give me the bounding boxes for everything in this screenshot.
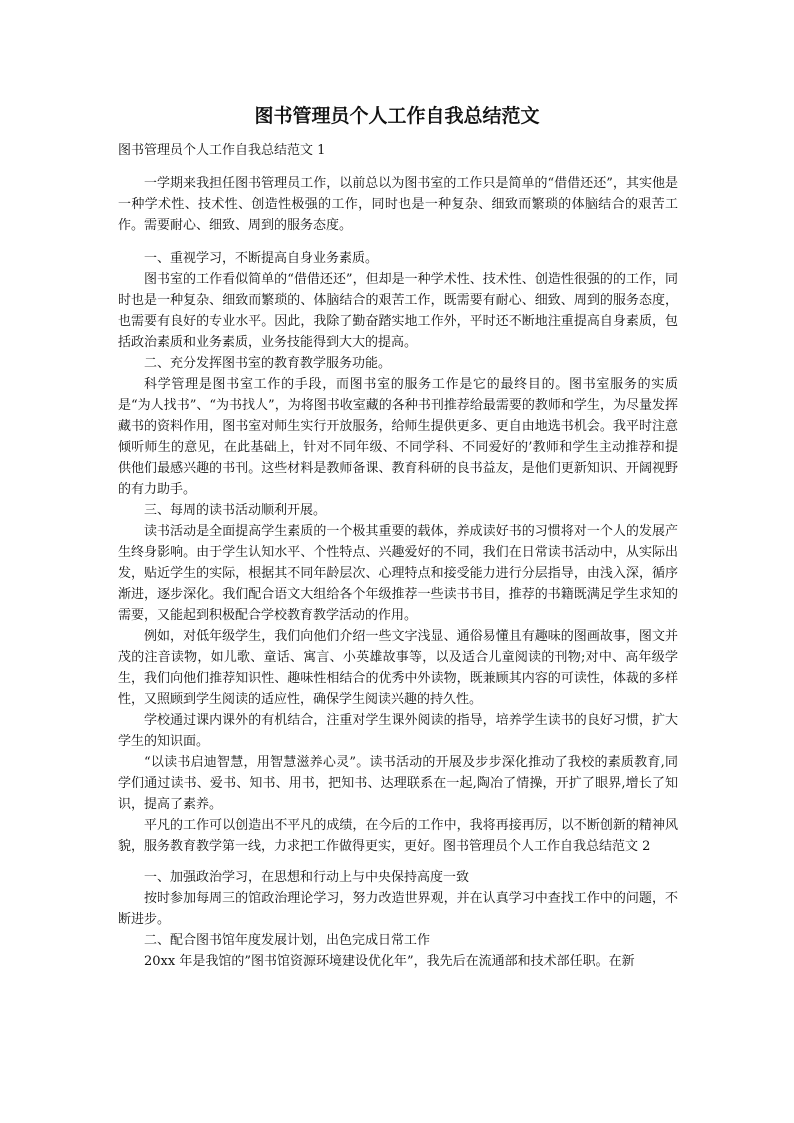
section-heading: 二、配合图书馆年度发展计划，出色完成日常工作 bbox=[144, 933, 431, 948]
section-heading: 三、每周的读书活动顺利开展。 bbox=[144, 503, 327, 518]
section-heading: 一、重视学习，不断提高自身业务素质。 bbox=[144, 251, 379, 266]
paragraph: 例如，对低年级学生，我们向他们介绍一些文字浅显、通俗易懂且有趣味的图画故事，图文并茂的注音读物，如儿歌、童话、寓言、小英雄故事等，以及适合儿童阅读的刊物;对中、高年级学生，我们向他们推荐知识性、趣味性相结合的优秀中外读物，既兼顾其内容的可读性，体裁的多样性，又照顾到学生阅读的适应性，确保学生阅读兴趣的持久性。 bbox=[118, 629, 678, 707]
section-heading: 二、充分发挥图书室的教育教学服务功能。 bbox=[144, 356, 392, 371]
paragraph: 平凡的工作可以创造出不平凡的成绩，在今后的工作中，我将再接再厉，以不断创新的精神风貌，服务教育教学第一线，力求把工作做得更实，更好。图书管理员个人工作自我总结范文 2 bbox=[118, 818, 678, 854]
document-title: 图书管理员个人工作自我总结范文 bbox=[254, 105, 540, 127]
section-subtitle: 图书管理员个人工作自我总结范文 1 bbox=[118, 143, 326, 158]
paragraph: “以读书启迪智慧，用智慧滋养心灵”。读书活动的开展及步步深化推动了我校的素质教育,同学们通过读书、爱书、知书、用书，把知书、达理联系在一起,陶冶了情操，开扩了眼界,增长了知识，提高了素养。 bbox=[118, 755, 678, 812]
document-body bbox=[118, 140, 678, 972]
paragraph: 按时参加每周三的馆政治理论学习，努力改造世界观，并在认真学习中查找工作中的问题，不断进步。 bbox=[118, 891, 678, 927]
paragraph: 读书活动是全面提高学生素质的一个极其重要的载体，养成读好书的习惯将对一个人的发展产生终身影响。由于学生认知水平、个性特点、兴趣爱好的不同，我们在日常读书活动中，从实际出发，贴近学生的实际，根据其不同年龄层次、心理特点和接受能力进行分层指导，由浅入深，循序渐进，逐步深化。我们配合语文大组给各个年级推荐一些读书书目，推荐的书籍既满足学生求知的需要，又能起到积极配合学校教育教学活动的作用。 bbox=[118, 524, 678, 623]
paragraph: 图书室的工作看似简单的“借借还还”，但却是一种学术性、技术性、创造性很强的的工作，同时也是一种复杂、细致而繁琐的、体脑结合的艰苦工作，既需要有耐心、细致、周到的服务态度，也需要有良好的专业水平。因此，我除了勤奋踏实地工作外，平时还不断地注重提高自身素质，包括政治素质和业务素质，业务技能得到大大的提高。 bbox=[118, 272, 678, 350]
paragraph: 20xx 年是我馆的”图书馆资源环境建设优化年”，我先后在流通部和技术部任职。在新 bbox=[144, 954, 635, 969]
paragraph: 学校通过课内课外的有机结合，注重对学生课外阅读的指导，培养学生读书的良好习惯，扩大学生的知识面。 bbox=[118, 713, 678, 749]
paragraph: 一学期来我担任图书管理员工作，以前总以为图书室的工作只是简单的“借借还还”，其实他是一种学术性、技术性、创造性极强的工作，同时也是一种复杂、细致而繁琐的体脑结合的艰苦工作。需要耐心、细致、周到的服务态度。 bbox=[118, 176, 678, 233]
section-heading: 一、加强政治学习，在思想和行动上与中央保持高度一致 bbox=[144, 870, 470, 885]
paragraph: 科学管理是图书室工作的手段，而图书室的服务工作是它的最终目的。图书室服务的实质是“为人找书”、“为书找人”，为将图书收室藏的各种书刊推荐给最需要的教师和学生，为尽量发挥藏书的资料作用，图书室对师生实行开放服务，给师生提供更多、更自由地选书机会。我平时注意倾听师生的意见，在此基础上，针对不同年级、不同学科、不同爱好的’教师和学生主动推荐和提供他们最感兴趣的书刊。这些材料是教师备课、教育科研的良书益友，是他们更新知识、开阔视野的有力助手。 bbox=[118, 377, 678, 497]
